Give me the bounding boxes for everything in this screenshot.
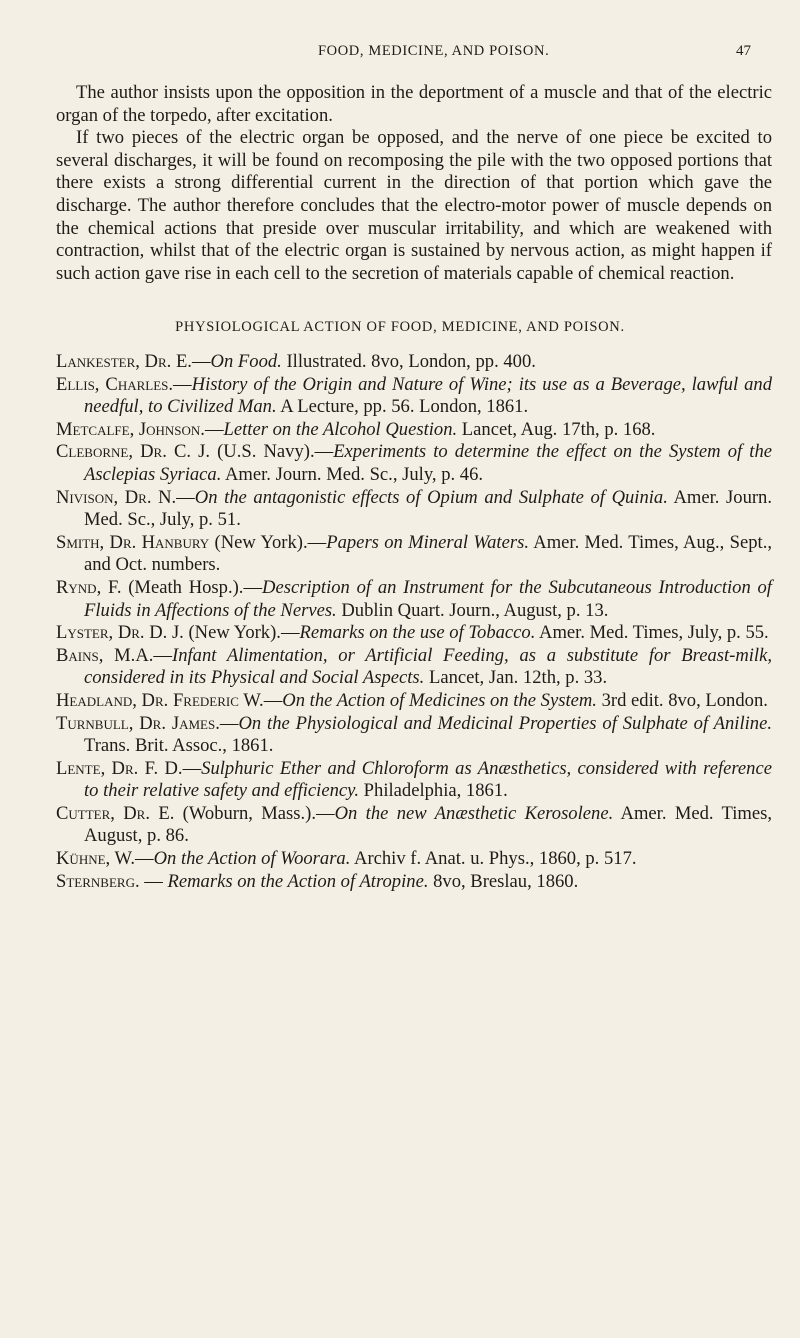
reference-work: Description of an Instrument for the Subcutaneous Introduction of Fluids in Affections of the Nerves. [84,576,772,621]
reference-author: Bains, M.A. [56,644,154,666]
reference-separator: (Woburn, Mass.).— [174,802,335,824]
reference-author: Lyster, Dr. D. J. [56,622,184,644]
reference-entry [56,374,772,419]
reference-details: Amer. Journ. Med. Sc., July, p. 51. [84,486,772,531]
reference-details: Amer. Med. Times, July, p. 55. [535,622,769,644]
reference-work: On the new Anæsthetic Kerosolene. [334,802,614,824]
reference-entry [56,758,772,803]
reference-separator: (New York).— [209,531,327,553]
reference-work: On the Action of Woorara. [153,848,351,870]
reference-work: On Food. [210,351,282,372]
reference-entry [56,871,772,894]
reference-details: Trans. Brit. Assoc., 1861. [84,735,274,757]
reference-entry [56,441,772,486]
reference-separator: — [263,689,283,711]
reference-details: Dublin Quart. Journ., August, p. 13. [336,599,609,621]
reference-details: Amer. Journ. Med. Sc., July, p. 46. [221,463,484,485]
reference-work: Remarks on the Action of Atropine. [167,870,429,892]
reference-separator: — [139,870,168,892]
reference-list [56,351,772,893]
reference-details: Philadelphia, 1861. [359,780,508,802]
reference-work: On the Physiological and Medicinal Properties of Sulphate of Aniline. [238,712,772,734]
reference-work: Experiments to determine the effect on the System of the Asclepias Syriaca. [84,441,772,485]
reference-entry [56,690,772,713]
paragraph: The author insists upon the opposition in the deportment of a muscle and that of the electric organ of the torpedo, after excitation. [56,82,772,126]
reference-work: Papers on Mineral Waters. [326,531,529,553]
reference-separator: — [219,712,239,734]
reference-work: History of the Origin and Nature of Wine; its use as a Beverage, lawful and needful, to Civilized Man. [84,373,772,418]
reference-entry [56,577,772,622]
reference-entry [56,713,772,758]
running-head-title: FOOD, MEDICINE, AND POISON. [318,43,550,59]
reference-author: Smith, Dr. Hanbury [56,531,210,553]
reference-entry [56,351,772,374]
reference-details: Archiv f. Anat. u. Phys., 1860, p. 517. [350,848,637,870]
reference-entry [56,419,772,442]
reference-details: Amer. Med. Times, August, p. 86. [84,802,773,847]
reference-author: Rynd, F. [56,576,122,598]
reference-author: Nivison, Dr. N. [56,486,177,508]
reference-author: Lankester, Dr. E. [56,351,192,372]
reference-work: Sulphuric Ether and Chloroform as Anæsthetics, considered with reference to their relative safety and efficiency. [84,757,772,802]
reference-author: Cleborne, Dr. C. J. [56,441,210,463]
reference-author: Metcalfe, Johnson. [56,418,205,440]
running-head [0,43,800,67]
reference-details: Lancet, Aug. 17th, p. 168. [457,418,656,440]
reference-entry [56,803,772,848]
reference-separator: — [173,373,192,395]
reference-work: On the Action of Medicines on the System. [282,689,597,711]
reference-work: Remarks on the use of Tobacco. [299,622,536,644]
paragraph: If two pieces of the electric organ be opposed, and the nerve of one piece be excited to several discharges, it will be found on recomposing the pile with the two opposed portions that there exists a strong differential current in the direction of that portion which gave the discharge. The author therefore concludes that the electro-motor power of muscle depends on the chemical actions that preside over muscular irritability, and which are weakened with contraction, whilst that of the electric organ is sustained by nervous action, as might happen if such action gave rise in each cell to the secretion of materials capable of chemical reaction. [56,127,772,284]
reference-separator: — [135,848,154,870]
body-text [56,82,772,285]
reference-details: 8vo, Breslau, 1860. [428,870,579,892]
reference-separator: (New York).— [183,622,300,644]
section-heading: PHYSIOLOGICAL ACTION OF FOOD, MEDICINE, AND POISON. [175,319,625,335]
reference-author: Turnbull, Dr. James. [56,712,220,734]
reference-entry [56,532,772,577]
reference-author: Headland, Dr. Frederic W. [56,689,264,711]
reference-separator: — [191,351,211,372]
reference-separator: — [176,486,195,508]
reference-details: Amer. Med. Times, Aug., Sept., and Oct. numbers. [84,531,773,576]
reference-work: On the antagonistic effects of Opium and Sulphate of Quinia. [194,486,668,508]
reference-separator: — [204,418,224,440]
reference-details: A Lecture, pp. 56. London, 1861. [276,396,529,418]
reference-entry [56,487,772,532]
reference-author: Ellis, Charles. [56,373,174,395]
reference-entry [56,645,772,690]
reference-separator: (Meath Hosp.).— [121,576,263,598]
reference-entry [56,622,772,645]
reference-details: Illustrated. 8vo, London, pp. 400. [281,351,536,372]
reference-separator: — [182,757,202,779]
reference-author: Kühne, W. [56,848,135,870]
reference-details: Lancet, Jan. 12th, p. 33. [424,667,608,689]
reference-work: Letter on the Alcohol Question. [223,418,458,440]
reference-details: 3rd edit. 8vo, London. [596,689,768,711]
reference-separator: — [153,644,172,666]
reference-author: Cutter, Dr. E. [56,802,175,824]
reference-entry [56,848,772,871]
reference-work: Infant Alimentation, or Artificial Feeding, as a substitute for Breast-milk, considered in its Physical and Social Aspects. [84,644,772,689]
page-number: 47 [736,43,751,59]
reference-author: Lente, Dr. F. D. [56,757,183,779]
reference-author: Sternberg. [56,870,140,892]
reference-separator: (U.S. Navy).— [210,441,334,463]
